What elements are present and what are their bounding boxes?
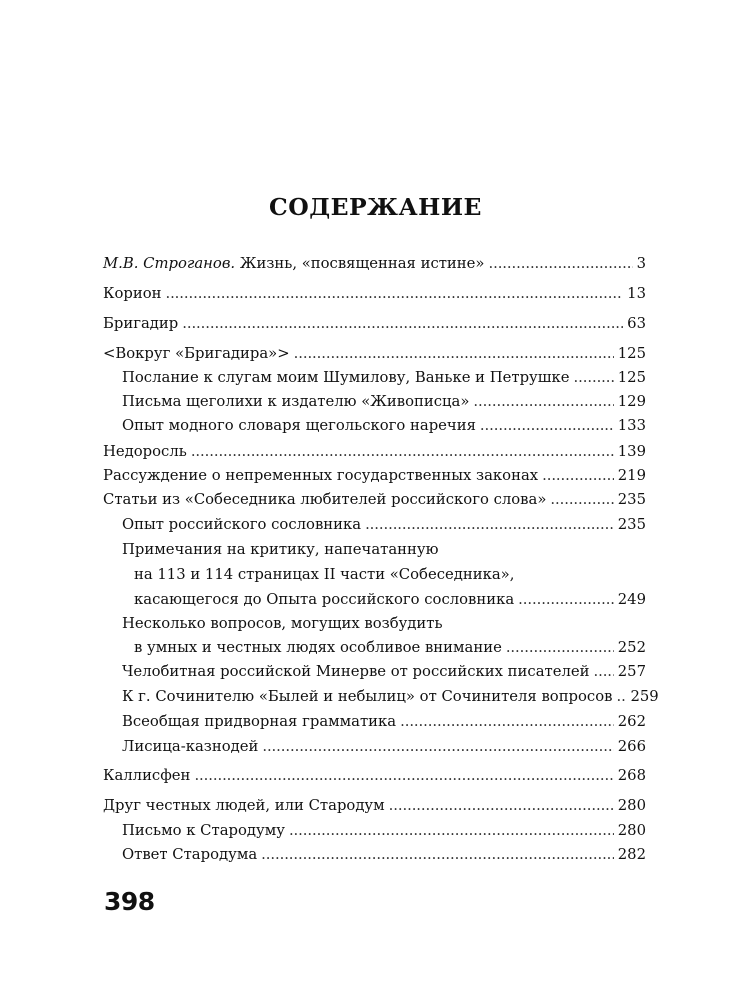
toc-entry[interactable]: [122, 843, 646, 867]
toc-entry[interactable]: [103, 282, 646, 306]
toc-entry[interactable]: [103, 464, 646, 488]
toc-entry-page: 257: [617, 663, 646, 680]
page-number: 398: [104, 887, 155, 916]
toc-entry-author: М.В. Строганов.: [103, 255, 236, 272]
toc-entry[interactable]: [103, 342, 646, 366]
toc-entry[interactable]: [103, 488, 646, 512]
dot-leader: [574, 366, 614, 390]
toc-entry[interactable]: [122, 735, 646, 759]
toc-entry-label: Бригадир: [103, 315, 179, 332]
toc-entry-label: Письмо к Стародуму: [122, 822, 285, 839]
dot-leader: [289, 819, 614, 843]
toc-entry-label: касающегося до Опыта российского сословника: [134, 591, 515, 608]
toc-entry-label: Друг честных людей, или Стародум: [103, 797, 385, 814]
dot-leader: [550, 488, 613, 512]
toc-entry-label: в умных и честных людях особливое внимание: [134, 639, 502, 656]
toc-entry[interactable]: [122, 414, 646, 438]
toc-entry-page: 125: [617, 345, 646, 362]
dot-leader: [261, 843, 614, 867]
toc-entry-page: 259: [630, 688, 659, 705]
toc-entry-line: Несколько вопросов, могущих возбудить: [122, 615, 443, 632]
toc-entry-page: 129: [617, 393, 646, 410]
dot-leader: [191, 440, 614, 464]
toc-entry-page: 268: [617, 767, 646, 784]
dot-leader: [182, 312, 623, 336]
toc-entry-page: 13: [627, 285, 646, 302]
toc-entry-page: 219: [617, 467, 646, 484]
toc-entry-page: 266: [617, 738, 646, 755]
dot-leader: [488, 252, 632, 276]
toc-entry-label: Ответ Стародума: [122, 846, 258, 863]
dot-leader: [518, 588, 614, 612]
toc-entry-page: 235: [617, 491, 646, 508]
toc-entry-page: 139: [617, 443, 646, 460]
toc-entry-page: 280: [617, 822, 646, 839]
toc-entry-label: Всеобщая придворная грамматика: [122, 713, 397, 730]
dot-leader: [506, 636, 614, 660]
dot-leader: [262, 735, 613, 759]
dot-leader: [365, 513, 614, 537]
toc-entry-line: на 113 и 114 страницах II части «Собеседника»,: [134, 566, 515, 583]
toc-entry[interactable]: [122, 513, 646, 537]
toc-entry-label: Опыт российского сословника: [122, 516, 362, 533]
toc-entry[interactable]: [122, 819, 646, 843]
dot-leader: [480, 414, 614, 438]
toc-entry-label: Корион: [103, 285, 162, 302]
toc-entry[interactable]: [122, 366, 646, 390]
dot-leader: [165, 282, 623, 306]
toc-entry-label: Челобитная российской Минерве от российских писателей: [122, 663, 590, 680]
toc-entry[interactable]: [122, 685, 659, 709]
toc-entry-label: <Вокруг «Бригадира»>: [103, 345, 290, 362]
toc-entry-page: 252: [617, 639, 646, 656]
toc-entry-page: 262: [617, 713, 646, 730]
toc-entry-label: Недоросль: [103, 443, 187, 460]
dot-leader: [294, 342, 614, 366]
toc-entry[interactable]: [103, 794, 646, 818]
toc-entry-page: 249: [617, 591, 646, 608]
toc-entry[interactable]: [134, 588, 646, 612]
dot-leader: [400, 710, 614, 734]
dot-leader: [593, 660, 613, 684]
toc-entry[interactable]: [103, 312, 646, 336]
toc-entry-label: Опыт модного словаря щегольского наречия: [122, 417, 476, 434]
toc-entry-label: Письма щеголихи к издателю «Живописца»: [122, 393, 470, 410]
toc-entry-label: Рассуждение о непременных государственных законах: [103, 467, 539, 484]
toc-entry-page: 280: [617, 797, 646, 814]
page-title: СОДЕРЖАНИЕ: [269, 193, 482, 221]
toc-entry-label: М.В. Строганов. Жизнь, «посвященная истине»: [103, 255, 485, 272]
toc-entry-label: Лисица-казнодей: [122, 738, 259, 755]
dot-leader: [473, 390, 613, 414]
toc-entry[interactable]: [122, 660, 646, 684]
toc-entry-page: 282: [617, 846, 646, 863]
toc-entry-label: Статьи из «Собеседника любителей российского слова»: [103, 491, 547, 508]
toc-entry-page: 63: [627, 315, 646, 332]
toc-entry-line: Примечания на критику, напечатанную: [122, 541, 439, 558]
toc-entry[interactable]: [122, 390, 646, 414]
toc-entry[interactable]: [134, 636, 646, 660]
toc-entry-page: 125: [617, 369, 646, 386]
toc-entry-page: 3: [636, 255, 646, 272]
toc-entry-label: К г. Сочинителю «Былей и небылиц» от Сочинителя вопросов: [122, 688, 613, 705]
dot-leader: [389, 794, 614, 818]
toc-entry[interactable]: [122, 710, 646, 734]
dot-leader: [616, 685, 626, 709]
dot-leader: [542, 464, 614, 488]
toc-entry-label: Каллисфен: [103, 767, 191, 784]
toc-entry[interactable]: [103, 440, 646, 464]
dot-leader: [194, 764, 613, 788]
toc-entry[interactable]: [103, 764, 646, 788]
toc-entry[interactable]: [103, 252, 646, 276]
toc-entry-label: Послание к слугам моим Шумилову, Ваньке и Петрушке: [122, 369, 570, 386]
toc-entry-page: 133: [617, 417, 646, 434]
toc-entry-page: 235: [617, 516, 646, 533]
